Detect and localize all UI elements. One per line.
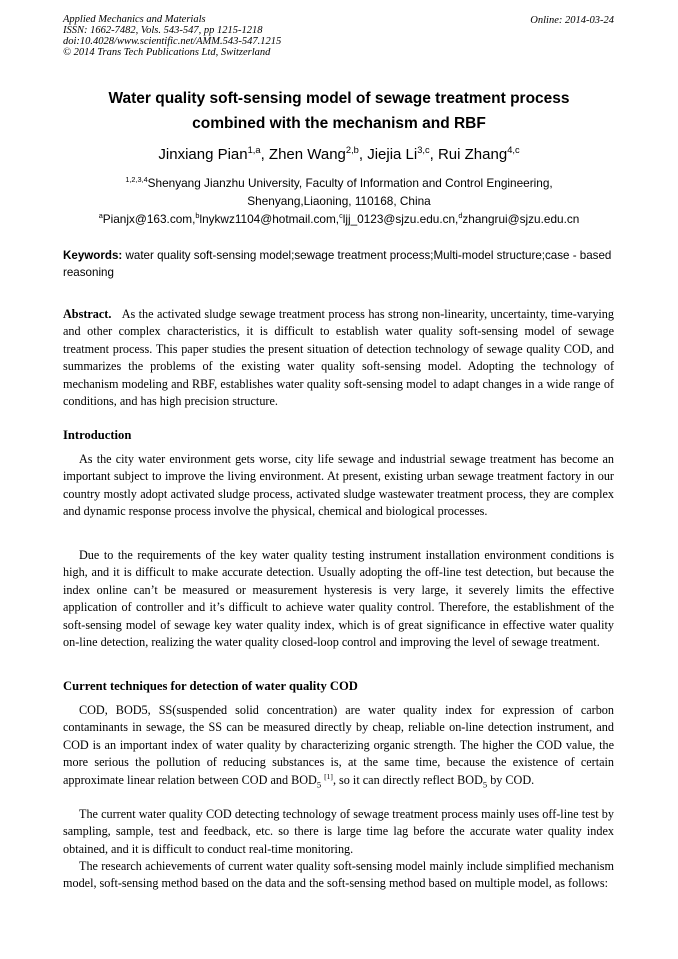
email-link[interactable]: ljj_0123@sjzu.edu.cn, [342, 212, 459, 226]
email-sup: c [339, 211, 343, 221]
paper-title [63, 86, 615, 136]
email-sup: b [195, 211, 200, 221]
affiliation-line-2: Shenyang,Liaoning, 110168, China [247, 194, 431, 208]
section-heading-cod: Current techniques for detection of water quality COD [63, 679, 358, 693]
cod-paragraph-1-text-c: by COD. [487, 772, 535, 787]
intro-paragraph-1: As the city water environment gets worse, city life sewage and industrial sewage treatment has become an important subject to improve the living environment. At present, existing urban sewage treatment factory in our country mostly adopt activated sludge process, activated sludge wastewater treatment process, they are complex and dynamic response process involve the physical, chemical and biological processes. [63, 452, 614, 519]
abstract-text: As the activated sludge sewage treatment process has strong non-linearity, uncertainty, time-varying and other complex characteristics, it is difficult to establish water quality soft-sensing model of sewage treatment process. This paper studies the present situation of detection technology of sewage quality COD, and summarizes the problems of the existing water quality soft-sensing model. Adopting the technology of mechanism modeling and RBF, establishes water quality soft-sensing model to adapt changes in a wide range of conditions, and has high precision structure. [63, 307, 614, 409]
author-sup: 1,a [247, 145, 261, 155]
journal-doi: doi:10.4028/www.scientific.net/AMM.543-547.1215 [63, 36, 282, 47]
intro-paragraph-2: Due to the requirements of the key water quality testing instrument installation environment conditions is high, and it is difficult to make accurate detection. Usually adopting the off-line test detection, but because the index online can’t be measured or measurement hysteresis is very large, it severely limits the effective application of controller and it’s difficult to achieve water quality control. Therefore, the establishment of the soft-sensing model of sewage key water quality index, which is of great significance in effective water quality on-line detection, realizing the water quality closed-loop control and improving the level of sewage treatment. [63, 548, 614, 650]
title-line-2: combined with the mechanism and RBF [192, 115, 486, 132]
online-date: Online: 2014-03-24 [530, 15, 614, 26]
citation-ref[interactable]: [1] [324, 771, 333, 781]
author-name: Zhen Wang [268, 146, 346, 163]
cod-paragraph-1-text-b: , so it can directly reflect BOD [332, 772, 483, 787]
author-list: Jinxiang Pian$^{1,a}$, Zhen Wang$^{2,b}$, Jiejia Li$^{3,c}$, Rui Zhang$^{4,c}$ [158, 145, 520, 163]
keywords-text: water quality soft-sensing model;sewage treatment process;Multi-model structure;case - based reasoning [63, 249, 612, 279]
author-sup: 3,c [417, 145, 430, 155]
affiliation-text-1: Shenyang Jianzhu University, Faculty of Information and Control Engineering, [147, 176, 553, 190]
journal-issn: ISSN: 1662-7482, Vols. 543-547, pp 1215-1218 [63, 25, 263, 36]
keywords-label: Keywords: [63, 249, 123, 262]
affiliation-line-1 [63, 174, 615, 193]
subscript-5: 5 [482, 779, 488, 790]
cod-paragraph-1 [63, 702, 614, 789]
email-sup: a [98, 211, 103, 221]
cod-paragraph-3: The research achievements of current water quality soft-sensing model mainly include simplified mechanism model, soft-sensing method based on the data and the soft-sensing method based on multiple model, as follows: [63, 859, 614, 891]
author-sup: 2,b [345, 145, 359, 155]
abstract-label: Abstract. [63, 307, 112, 321]
email-link[interactable]: lnykwz1104@hotmail.com, [199, 212, 340, 226]
author-emails [63, 210, 615, 229]
abstract [63, 306, 614, 410]
author-sup: 4,c [507, 145, 520, 155]
title-line-1: Water quality soft-sensing model of sewage treatment process [108, 90, 570, 107]
cod-paragraph-1-text-a: COD, BOD5, SS(suspended solid concentration) are water quality index for expression of carbon contaminants in sewage, the SS can be measured directly by cheap, reliable on-line detection instrument, and COD is an important index of water quality by characterizing organic strength. The higher the COD value, the more serious the pollution of reducing substances is, at the same time, because the existence of certain approximate linear relation between COD and BOD [63, 703, 614, 787]
email-link[interactable]: Pianjx@163.com, [102, 212, 196, 226]
author-name: Jinxiang Pian [158, 146, 248, 163]
subscript-5: 5 [316, 779, 322, 790]
email-sup: d [458, 211, 463, 221]
cod-paragraph-2: The current water quality COD detecting technology of sewage treatment process mainly uses off-line test by sampling, sample, test and feedback, etc. so there is large time lag before the accurate water quality index obtained, and it is difficult to conduct real-time monitoring. [63, 807, 614, 856]
section-heading-introduction: Introduction [63, 428, 132, 442]
journal-name: Applied Mechanics and Materials [63, 14, 206, 25]
journal-copyright: © 2014 Trans Tech Publications Ltd, Switzerland [63, 47, 271, 58]
affiliation-sup: 1,2,3,4 [125, 175, 148, 185]
author-name: Jiejia Li [367, 146, 418, 163]
keywords [63, 247, 615, 281]
author-name: Rui Zhang [437, 146, 508, 163]
email-link[interactable]: zhangrui@sjzu.edu.cn [462, 212, 580, 226]
